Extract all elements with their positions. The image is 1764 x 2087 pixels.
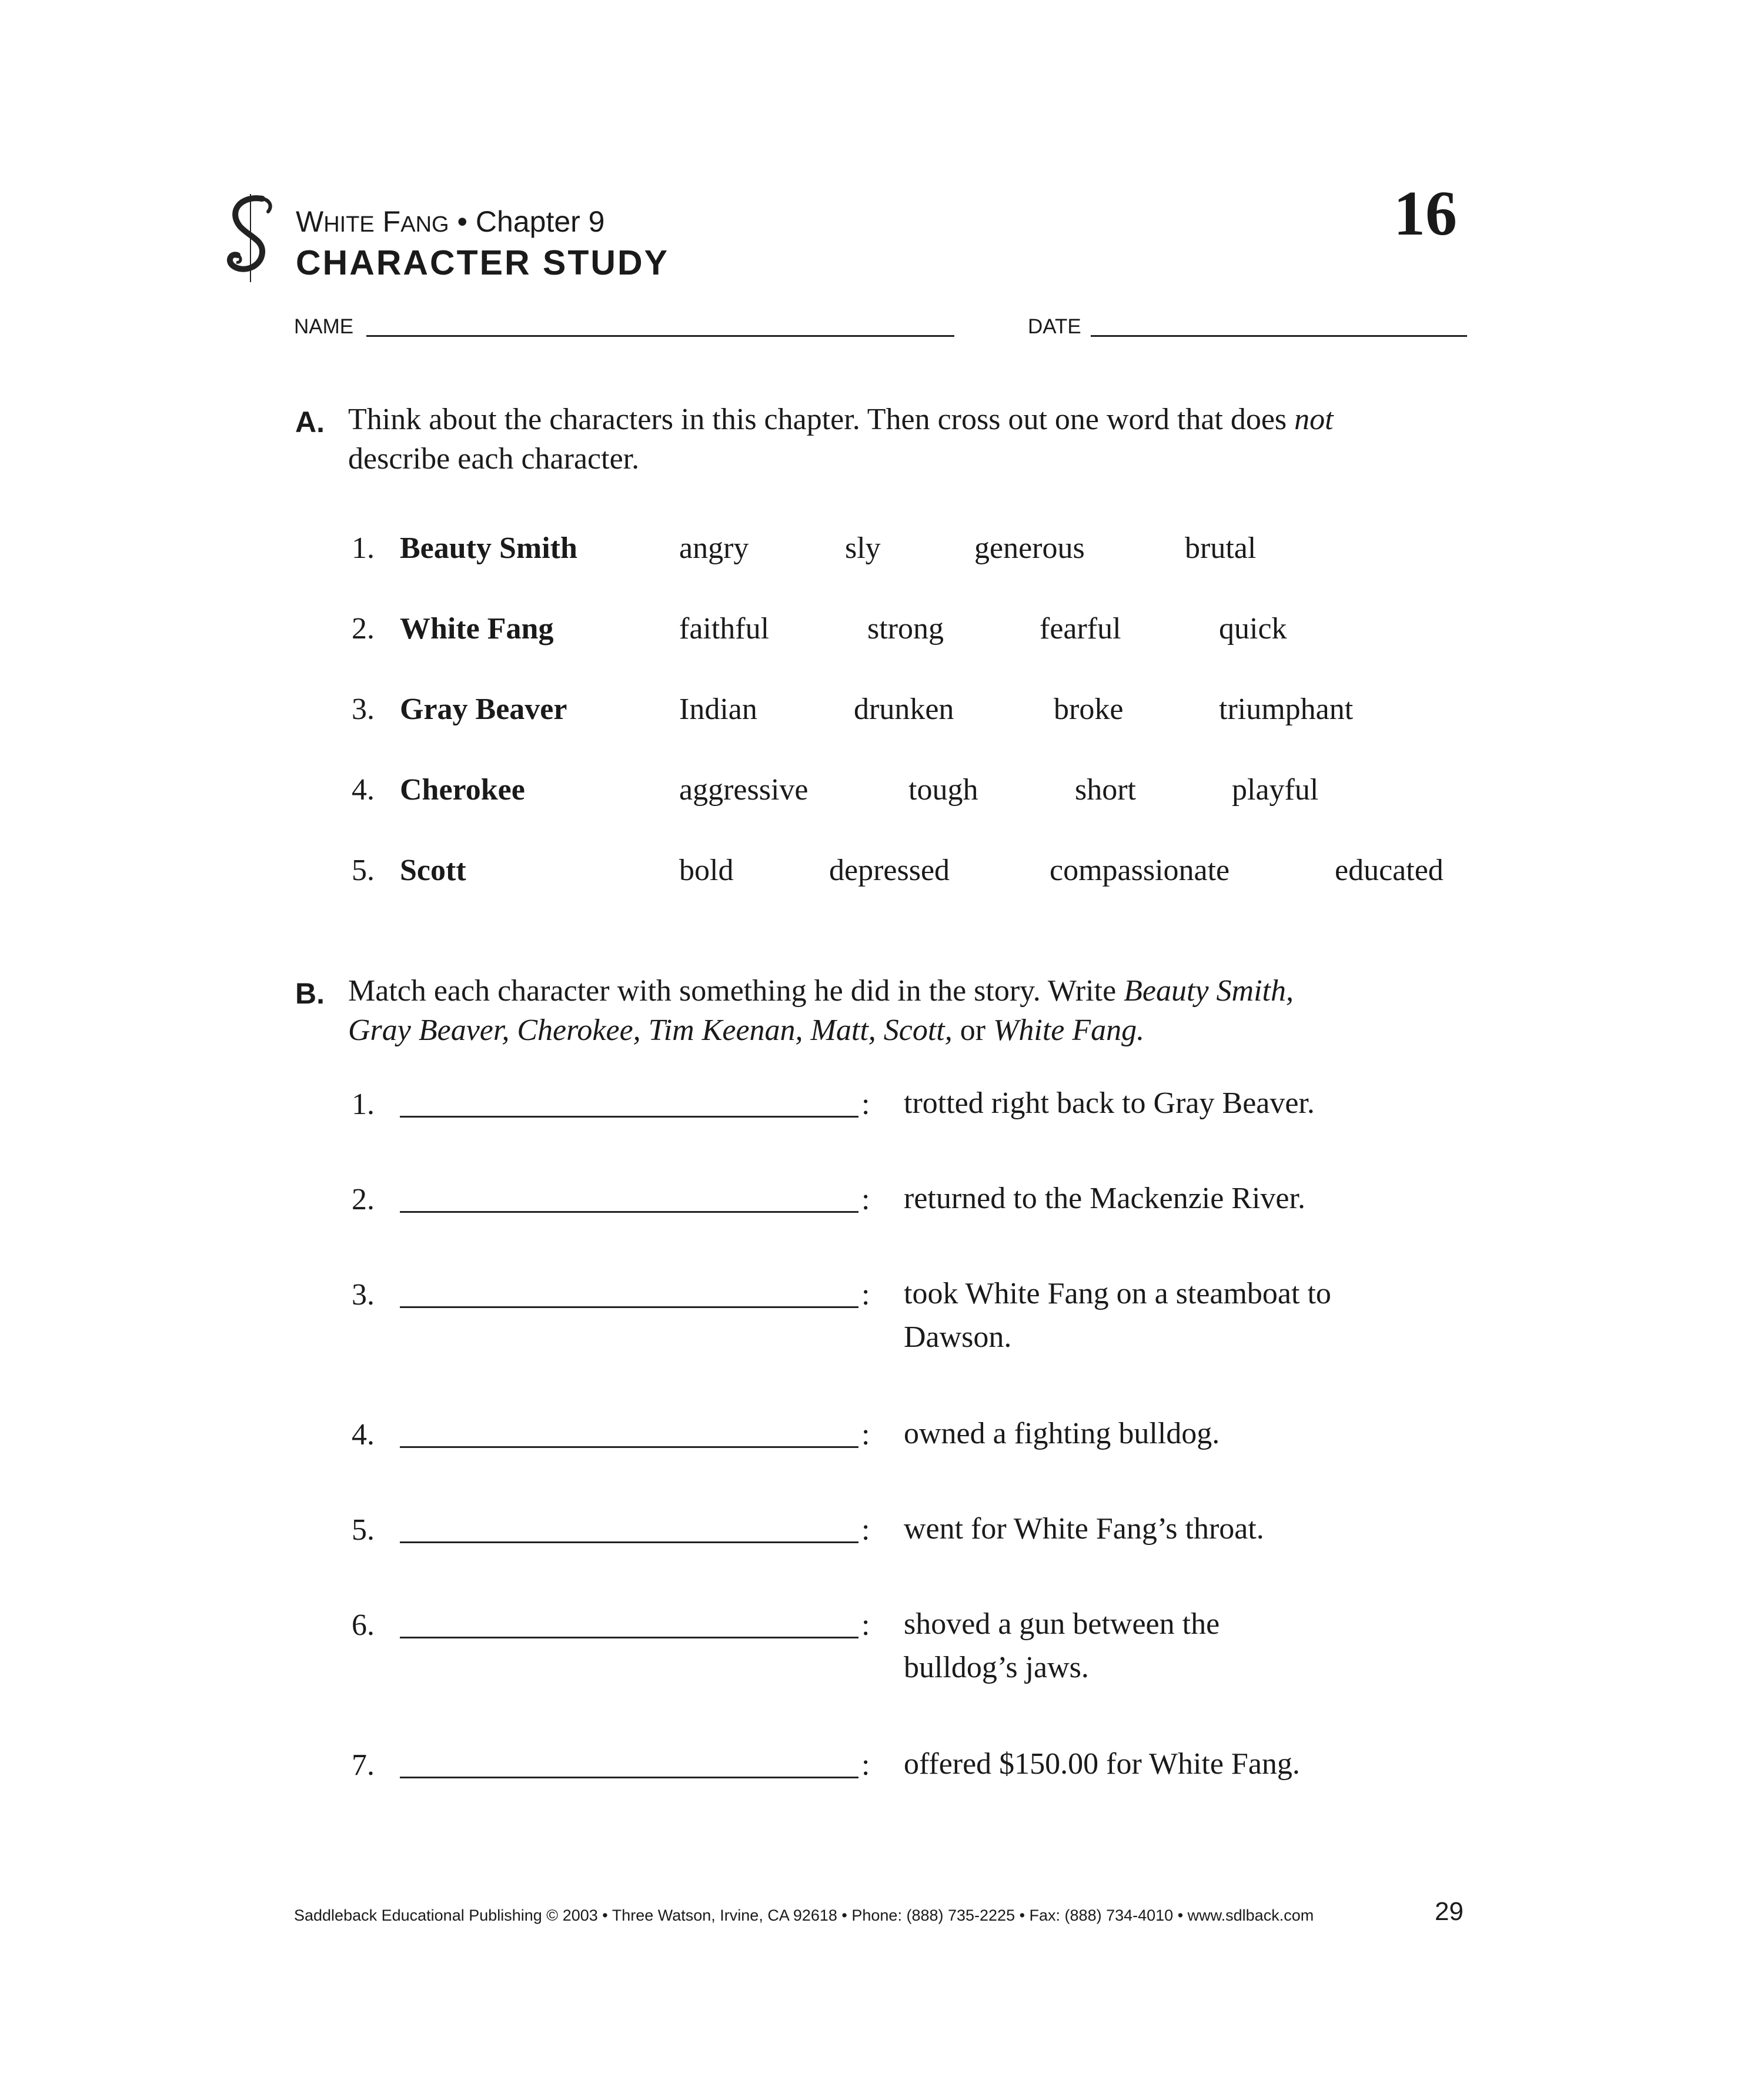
page-heading: CHARACTER STUDY [296, 243, 669, 282]
trait-word[interactable]: triumphant [1219, 693, 1354, 726]
name-field[interactable] [366, 335, 954, 337]
trait-word[interactable]: short [1075, 773, 1136, 807]
action-description: took White Fang on a steamboat to Dawson. [904, 1277, 1331, 1354]
character-name: White Fang [400, 612, 554, 646]
answer-blank[interactable] [400, 1777, 858, 1778]
date-label: DATE [1028, 315, 1081, 338]
trait-word[interactable]: quick [1219, 612, 1287, 646]
trait-word[interactable]: brutal [1185, 531, 1257, 565]
trait-word[interactable]: angry [679, 531, 749, 565]
trait-word[interactable]: tough [908, 773, 978, 807]
trait-word[interactable]: educated [1335, 854, 1444, 887]
action-description: returned to the Mackenzie River. [904, 1182, 1305, 1215]
trait-word[interactable]: compassionate [1050, 854, 1230, 887]
trait-word[interactable]: playful [1232, 773, 1319, 807]
trait-word[interactable]: Indian [679, 693, 757, 726]
trait-word[interactable]: broke [1054, 693, 1124, 726]
date-field[interactable] [1091, 335, 1467, 337]
section-a-letter: A. [295, 406, 325, 439]
character-name: Scott [400, 854, 466, 887]
answer-blank[interactable] [400, 1306, 858, 1308]
trait-word[interactable]: bold [679, 854, 734, 887]
trait-word[interactable]: strong [867, 612, 944, 646]
page-folio: 29 [1435, 1897, 1464, 1926]
section-a-instruction: Think about the characters in this chapter. Then cross out one word that does not describe each character. [348, 403, 1334, 476]
name-label: NAME [294, 315, 354, 338]
answer-blank[interactable] [400, 1116, 858, 1118]
answer-blank[interactable] [400, 1446, 858, 1448]
character-name: Gray Beaver [400, 693, 567, 726]
character-name: Cherokee [400, 773, 525, 807]
answer-blank[interactable] [400, 1637, 858, 1638]
answer-blank[interactable] [400, 1211, 858, 1213]
trait-word[interactable]: depressed [829, 854, 950, 887]
action-description: went for White Fang’s throat. [904, 1512, 1264, 1546]
answer-blank[interactable] [400, 1541, 858, 1543]
action-description: owned a fighting bulldog. [904, 1417, 1220, 1450]
publisher-logo [216, 194, 281, 282]
section-b-instruction: Match each character with something he did in the story. Write Beauty Smith, Gray Beaver, Cherokee, Tim Keenan, Matt, Scott, or White Fang. [348, 974, 1294, 1047]
chapter-label: Chapter 9 [475, 205, 605, 238]
series-title: WHITE FANG • Chapter 9 [296, 205, 605, 238]
trait-word[interactable]: drunken [854, 693, 954, 726]
worksheet-number: 16 [1394, 179, 1457, 249]
publisher-footer: Saddleback Educational Publishing © 2003 • Three Watson, Irvine, CA 92618 • Phone: (888) 735-2225 • Fax: (888) 734-4010 • www.sdlback.com [294, 1907, 1314, 1924]
action-description: shoved a gun between the bulldog’s jaws. [904, 1607, 1220, 1684]
trait-word[interactable]: aggressive [679, 773, 808, 807]
trait-word[interactable]: sly [845, 531, 881, 565]
trait-word[interactable]: fearful [1040, 612, 1121, 646]
trait-word[interactable]: faithful [679, 612, 770, 646]
character-name: Beauty Smith [400, 531, 577, 565]
action-description: offered $150.00 for White Fang. [904, 1747, 1300, 1781]
section-b-letter: B. [295, 977, 325, 1010]
trait-word[interactable]: generous [974, 531, 1085, 565]
action-description: trotted right back to Gray Beaver. [904, 1086, 1315, 1120]
